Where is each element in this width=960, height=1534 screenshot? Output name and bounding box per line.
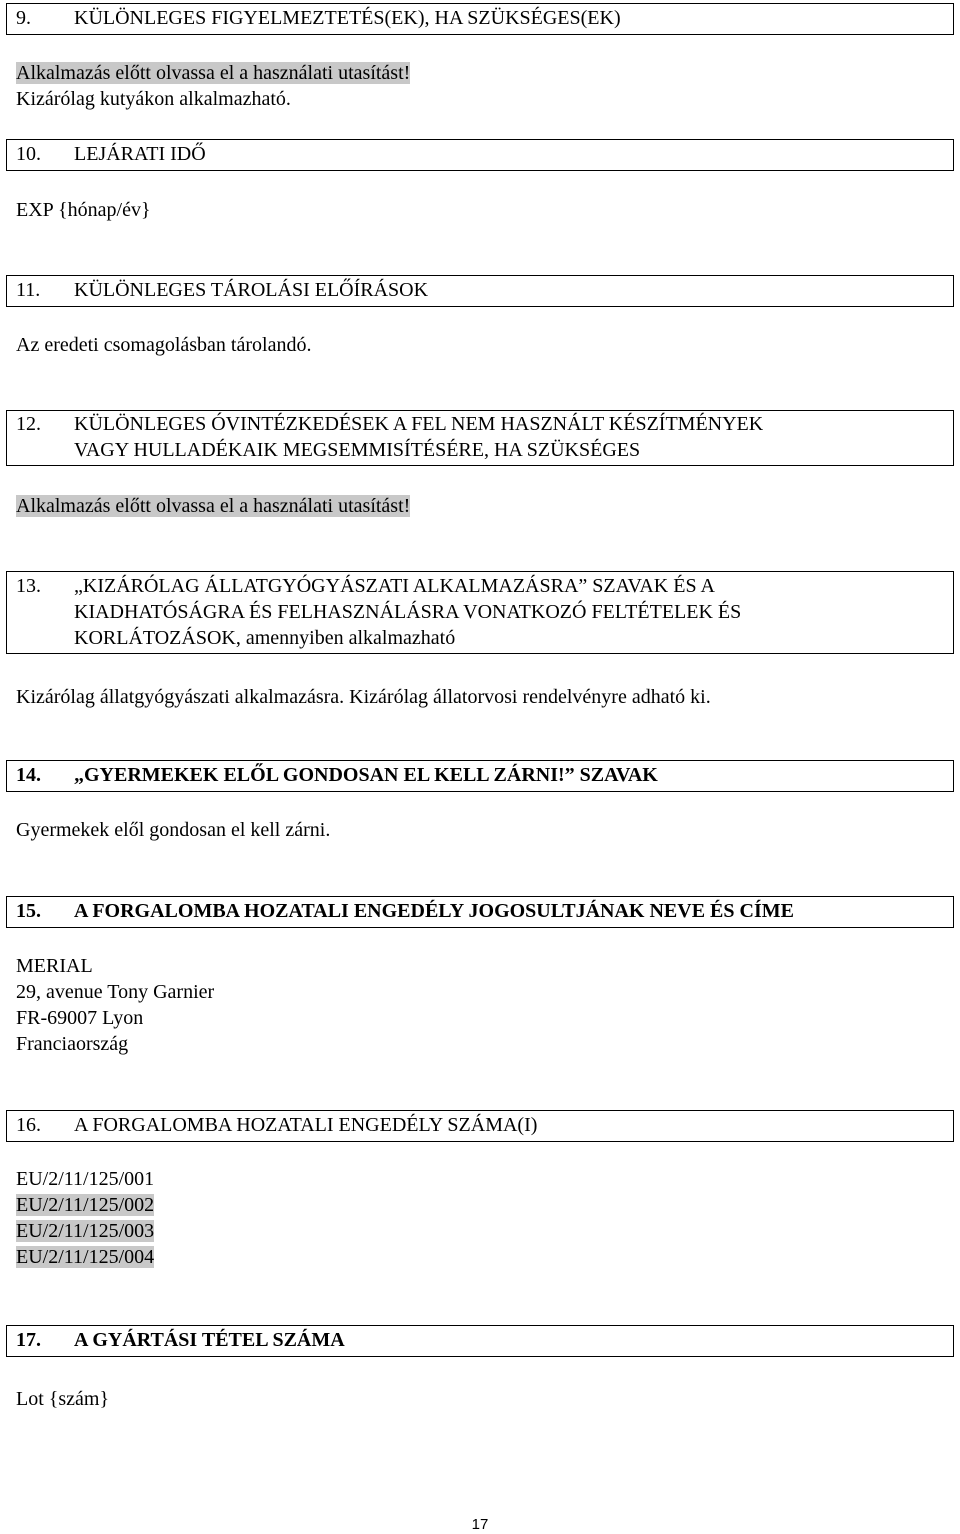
section-14-text: Gyermekek elől gondosan el kell zárni. bbox=[16, 819, 331, 841]
section-9-title: KÜLÖNLEGES FIGYELMEZTETÉS(EK), HA SZÜKSÉGES(EK) bbox=[74, 7, 621, 29]
section-16-number-4-wrap bbox=[16, 1244, 154, 1270]
section-16-number: 16. bbox=[16, 1114, 41, 1136]
section-17-title: A GYÁRTÁSI TÉTEL SZÁMA bbox=[74, 1329, 345, 1351]
section-14-header bbox=[6, 760, 954, 792]
section-13-title-line-1: „KIZÁRÓLAG ÁLLATGYÓGYÁSZATI ALKALMAZÁSRA” SZAVAK ÉS A bbox=[74, 575, 715, 597]
section-12-number: 12. bbox=[16, 413, 41, 435]
section-15-address-line-2: 29, avenue Tony Garnier bbox=[16, 981, 215, 1003]
section-13-number: 13. bbox=[16, 575, 41, 597]
section-17-header bbox=[6, 1325, 954, 1357]
section-9-number: 9. bbox=[16, 7, 31, 29]
section-16-header bbox=[6, 1110, 954, 1142]
section-15-address-line-1: MERIAL bbox=[16, 955, 93, 977]
section-15-address-line-3: FR-69007 Lyon bbox=[16, 1007, 144, 1029]
section-16-title: A FORGALOMBA HOZATALI ENGEDÉLY SZÁMA(I) bbox=[74, 1114, 538, 1136]
section-13-text: Kizárólag állatgyógyászati alkalmazásra. Kizárólag állatorvosi rendelvényre adható ki. bbox=[16, 686, 711, 708]
section-10-number: 10. bbox=[16, 143, 41, 165]
section-10-title: LEJÁRATI IDŐ bbox=[74, 143, 206, 165]
section-17-number: 17. bbox=[16, 1329, 41, 1351]
section-17-text: Lot {szám} bbox=[16, 1388, 110, 1410]
section-15-header bbox=[6, 896, 954, 928]
section-16-number-2-wrap bbox=[16, 1192, 154, 1218]
section-9-header bbox=[6, 3, 954, 35]
section-12-text-wrap bbox=[16, 493, 410, 519]
section-15-number: 15. bbox=[16, 900, 41, 922]
section-13-header bbox=[6, 571, 954, 654]
section-16-number-1: EU/2/11/125/001 bbox=[16, 1168, 155, 1190]
section-11-title: KÜLÖNLEGES TÁROLÁSI ELŐÍRÁSOK bbox=[74, 279, 429, 301]
section-16-number-3: EU/2/11/125/003 bbox=[16, 1220, 155, 1242]
section-10-text: EXP {hónap/év} bbox=[16, 199, 151, 221]
section-11-number: 11. bbox=[16, 279, 41, 301]
section-11-text: Az eredeti csomagolásban tárolandó. bbox=[16, 334, 312, 356]
section-15-title: A FORGALOMBA HOZATALI ENGEDÉLY JOGOSULTJÁNAK NEVE ÉS CÍME bbox=[74, 900, 794, 922]
section-9-line-1-wrap bbox=[16, 60, 410, 86]
section-13-title-line-3: KORLÁTOZÁSOK, amennyiben alkalmazható bbox=[74, 627, 456, 649]
section-9-line-1: Alkalmazás előtt olvassa el a használati utasítást! bbox=[16, 62, 411, 84]
section-16-number-4: EU/2/11/125/004 bbox=[16, 1246, 155, 1268]
section-15-address-line-4: Franciaország bbox=[16, 1033, 129, 1055]
section-12-text: Alkalmazás előtt olvassa el a használati utasítást! bbox=[16, 495, 411, 517]
section-16-number-3-wrap bbox=[16, 1218, 154, 1244]
section-12-title-line-2: VAGY HULLADÉKAIK MEGSEMMISÍTÉSÉRE, HA SZÜKSÉGES bbox=[74, 439, 641, 461]
section-13-title-line-2: KIADHATÓSÁGRA ÉS FELHASZNÁLÁSRA VONATKOZÓ FELTÉTELEK ÉS bbox=[74, 601, 742, 623]
page-number: 17 bbox=[471, 1516, 489, 1533]
section-9-line-2: Kizárólag kutyákon alkalmazható. bbox=[16, 88, 291, 110]
section-14-title: „GYERMEKEK ELŐL GONDOSAN EL KELL ZÁRNI!” SZAVAK bbox=[74, 764, 658, 786]
section-11-header bbox=[6, 275, 954, 307]
section-12-title-line-1: KÜLÖNLEGES ÓVINTÉZKEDÉSEK A FEL NEM HASZNÁLT KÉSZÍTMÉNYEK bbox=[74, 413, 764, 435]
section-12-header bbox=[6, 410, 954, 466]
section-14-number: 14. bbox=[16, 764, 41, 786]
section-16-number-2: EU/2/11/125/002 bbox=[16, 1194, 155, 1216]
section-10-header bbox=[6, 139, 954, 171]
